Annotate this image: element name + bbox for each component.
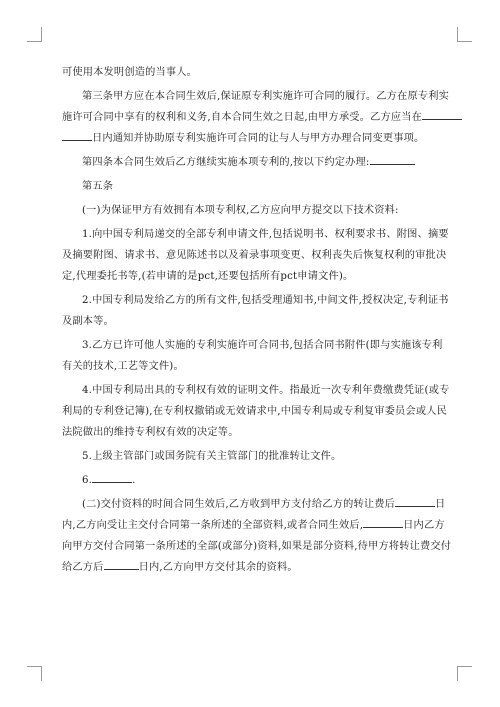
paragraph-item-5: 5.上级主管部门或国务院有关主管部门的批准转让文件。 — [82, 451, 342, 462]
blank-field[interactable] — [62, 129, 92, 141]
paragraph-section-2: (二)交付资料的时间合同生效后,乙方收到甲方支付给乙方的转让费后 日 内,乙方向受让主交付合同第一条所述的全部资料,或者合同生效后, 日内乙方 向甲方交付合同第一条所述的全部(或部分)资料,如果是部分资料,待甲方将转让费交付 给乙方后 日内,乙方向甲方交付其余的资料。 — [62, 494, 438, 578]
paragraph-intro: 可使用本发明创造的当事人。 — [62, 67, 198, 78]
blank-field[interactable] — [92, 471, 132, 483]
paragraph-section-1: (一)为保证甲方有效拥有本项专利权,乙方应向甲方提交以下技术资料: — [82, 205, 399, 216]
crop-mark-top-right — [457, 27, 472, 42]
paragraph-article-5-heading: 第五条 — [82, 181, 114, 192]
paragraph-item-2: 2.中国专利局发给乙方的所有文件,包括受理通知书,中间文件,授权决定,专利证书 及副本等。 — [62, 295, 449, 327]
document-body — [62, 62, 452, 581]
blank-field[interactable] — [363, 516, 403, 528]
crop-mark-bottom-right — [457, 666, 472, 681]
paragraph-item-6: 6. . — [62, 470, 438, 491]
paragraph-article-3: 第三条甲方应在本合同生效后,保证原专利实施许可合同的履行。乙方在原专利实 施许可合同中享有的权利和义务,自本合同生效之日起,由甲方承受。乙方应当在 日内通知并协助原专利实施许可合同的让与人与甲方办理合同变更事项。 — [62, 86, 438, 149]
paragraph-item-1: 1.向中国专利局递交的全部专利申请文件,包括说明书、权利要求书、附图、摘要 及摘要附图、请求书、意见陈述书以及着录事项变更、权利丧失后恢复权利的审批决 定,代理委托书等,(若申请的是pct,还要包括所有pct申请文件)。 — [62, 229, 449, 282]
crop-mark-bottom-left — [27, 666, 42, 681]
paragraph-item-4: 4.中国专利局出具的专利权有效的证明文件。指最近一次专利年费缴费凭证(或专 利局的专利登记簿),在专利权撤销或无效请求中,中国专利局或专利复审委员会或人民 法院做出的维持专利权有效的决定等。 — [62, 385, 450, 438]
blank-field[interactable] — [370, 153, 415, 165]
blank-field[interactable] — [422, 108, 462, 120]
blank-field[interactable] — [395, 495, 435, 507]
paragraph-item-3: 3.乙方已许可他人实施的专利实施许可合同书,包括合同书附件(即与实施该专利 有关的技术,工艺等文件)。 — [62, 340, 443, 372]
paragraph-article-4: 第四条本合同生效后乙方继续实施本项专利的,按以下约定办理: — [62, 152, 438, 173]
crop-mark-top-left — [27, 27, 42, 42]
blank-field[interactable] — [104, 558, 139, 570]
